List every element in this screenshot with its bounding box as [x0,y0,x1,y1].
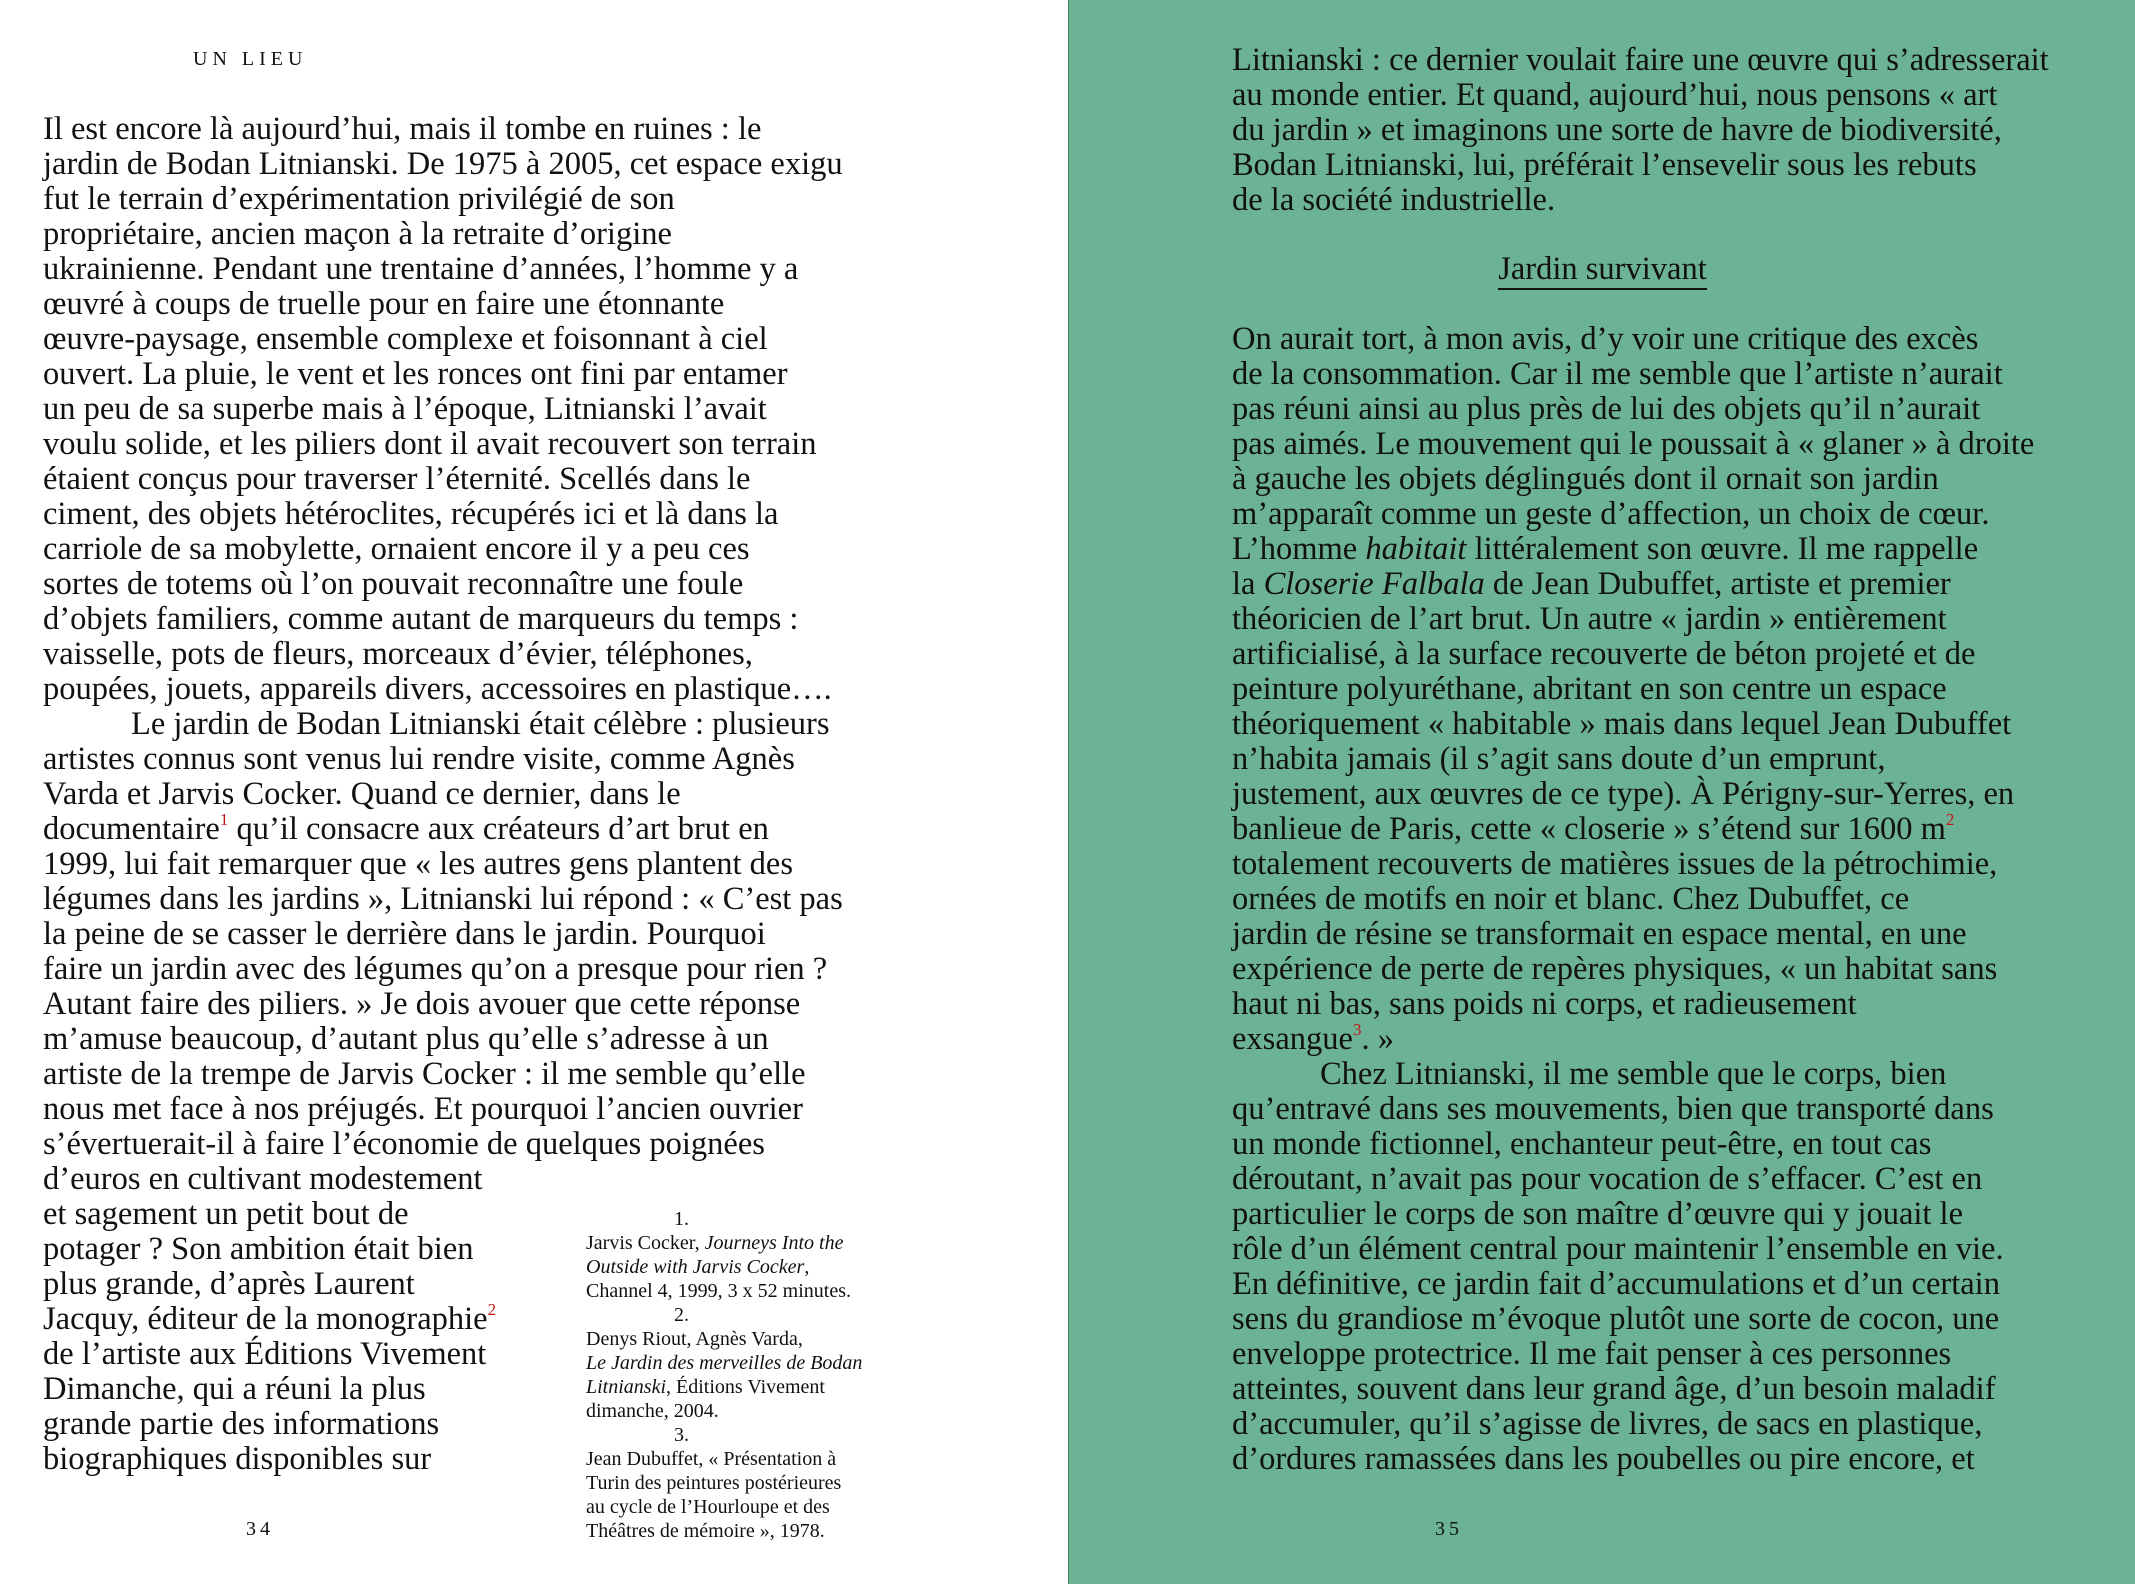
text-span: étaient conçus pour traverser l’éternité. Scellés dans le [43,461,751,497]
text-span: et sagement un petit bout de [43,1196,409,1232]
text-span: pas aimés. Le mouvement qui le poussait à « glaner » à droite [1232,426,2035,462]
text-line [1232,113,2049,148]
text-line [1232,1407,2034,1442]
text-line [43,602,843,637]
footnote-number [586,1303,862,1327]
text-line [586,1231,862,1255]
text-span: . » [1361,1021,1394,1057]
text-line [1232,1127,2034,1162]
footnote-marker[interactable]: 1 [219,810,229,829]
running-head: UN LIEU [193,48,308,70]
text-line [1232,392,2034,427]
text-span: Jacquy, éditeur de la monographie [43,1301,488,1337]
text-line [43,287,843,322]
text-span: , [804,1256,810,1278]
text-span: d’euros en cultivant modestement [43,1161,483,1197]
text-line [1232,1442,2034,1477]
section-heading [1069,252,2135,287]
text-span: , Éditions Vivement [666,1376,825,1398]
text-span: la [1232,566,1264,602]
text-line [586,1255,862,1279]
footnotes [586,1207,862,1543]
text-line [1232,43,2049,78]
text-line [586,1399,862,1423]
right-page [1068,0,2135,1584]
body-text [1232,322,2034,1477]
text-line [43,217,843,252]
text-span: de l’artiste aux Éditions Vivement [43,1336,487,1372]
text-line [1232,462,2034,497]
body-text-continued [1232,43,2049,218]
text-line [1232,847,2034,882]
text-span: 1999, lui fait remarquer que « les autres gens plantent des [43,846,793,882]
footnote-number [586,1423,862,1447]
text-line [1232,637,2034,672]
text-line [43,147,843,182]
text-span: carriole de sa mobylette, ornaient encore il y a peu ces [43,531,750,567]
text-span: jardin de Bodan Litnianski. De 1975 à 2005, cet espace exigu [43,146,843,182]
text-span: plus grande, d’après Laurent [43,1266,415,1302]
text-span: rôle d’un élément central pour maintenir l’ensemble en vie. [1232,1231,2004,1267]
text-span: On aurait tort, à mon avis, d’y voir une critique des excès [1232,321,1979,357]
text-line [1232,497,2034,532]
text-span: de la consommation. Car il me semble que l’artiste n’aurait [1232,356,2003,392]
text-span: biographiques disponibles sur [43,1441,432,1477]
text-span: Jarvis Cocker, [586,1232,705,1254]
italic-text: Closerie Falbala [1263,566,1485,602]
text-span: peinture polyuréthane, abritant en son centre un espace [1232,671,1947,707]
text-line [43,672,843,707]
footnote-number [586,1207,862,1231]
text-span: œuvre-paysage, ensemble complexe et foisonnant à ciel [43,321,768,357]
text-span: s’évertuerait-il à faire l’économie de quelques poignées [43,1126,765,1162]
text-line [1232,602,2034,637]
text-span: faire un jardin avec des légumes qu’on a presque pour rien ? [43,951,828,987]
text-line [43,252,843,287]
text-span: L’homme [1232,531,1366,567]
text-line [1232,1302,2034,1337]
text-line [586,1375,862,1399]
text-line [43,567,843,602]
text-line [1232,882,2034,917]
text-line [43,707,843,742]
text-line [586,1327,862,1351]
page-number: 35 [1435,1518,1463,1540]
text-span: totalement recouverts de matières issues de la pétrochimie, [1232,846,1998,882]
text-line [43,322,843,357]
text-span: Théâtres de mémoire », 1978. [586,1520,825,1542]
text-line [43,532,843,567]
footnote-marker[interactable]: 3 [1352,1020,1362,1039]
text-span: Turin des peintures postérieures [586,1472,842,1494]
text-span: ornées de motifs en noir et blanc. Chez Dubuffet, ce [1232,881,1910,917]
text-span: ciment, des objets hétéroclites, récupérés ici et là dans la [43,496,779,532]
text-span: banlieue de Paris, cette « closerie » s’étend sur 1600 m [1232,811,1946,847]
text-line [1232,183,2049,218]
text-span: En définitive, ce jardin fait d’accumulations et d’un certain [1232,1266,2000,1302]
text-span: dimanche, 2004. [586,1400,719,1422]
text-line [1232,427,2034,462]
text-span: sortes de totems où l’on pouvait reconnaître une foule [43,566,744,602]
text-line [1232,1197,2034,1232]
italic-text: Le Jardin des merveilles de Bodan [586,1352,863,1374]
text-line [43,742,843,777]
text-span: n’habita jamais (il s’agit sans doute d’un emprunt, [1232,741,1886,777]
text-line [43,1022,843,1057]
text-line [43,357,843,392]
page-number: 34 [246,1518,274,1540]
text-span: Chez Litnianski, il me semble que le corps, bien [1320,1056,1947,1092]
text-line [43,1057,843,1092]
text-span: m’amuse beaucoup, d’autant plus qu’elle s’adresse à un [43,1021,769,1057]
text-span: théoriquement « habitable » mais dans lequel Jean Dubuffet [1232,706,2012,742]
text-span: de Jean Dubuffet, artiste et premier [1484,566,1951,602]
text-line [43,777,843,812]
text-line [43,427,843,462]
text-span: Il est encore là aujourd’hui, mais il tombe en ruines : le [43,111,762,147]
text-span: m’apparaît comme un geste d’affection, un choix de cœur. [1232,496,1990,532]
text-span: d’objets familiers, comme autant de marqueurs du temps : [43,601,799,637]
text-span: Litnianski : ce dernier voulait faire une œuvre qui s’adresserait [1232,42,2049,78]
text-span: vaisselle, pots de fleurs, morceaux d’évier, téléphones, [43,636,753,672]
text-line [1232,952,2034,987]
text-span: ouvert. La pluie, le vent et les ronces ont fini par entamer [43,356,788,392]
text-span: Bodan Litnianski, lui, préférait l’ensevelir sous les rebuts [1232,147,1977,183]
text-line [1232,707,2034,742]
text-span: légumes dans les jardins », Litnianski lui répond : « C’est pas [43,881,843,917]
text-span: ukrainienne. Pendant une trentaine d’années, l’homme y a [43,251,799,287]
text-span: Autant faire des piliers. » Je dois avouer que cette réponse [43,986,801,1022]
text-line [1232,1162,2034,1197]
text-line [43,847,843,882]
text-line [43,392,843,427]
text-span: à gauche les objets déglingués dont il ornait son jardin [1232,461,1939,497]
italic-text: Outside with Jarvis Cocker [586,1256,805,1278]
text-span: d’accumuler, qu’il s’agisse de livres, de sacs en plastique, [1232,1406,1983,1442]
text-line [1232,1092,2034,1127]
text-line [586,1279,862,1303]
text-span: qu’entravé dans ses mouvements, bien que transporté dans [1232,1091,1994,1127]
text-line [1232,917,2034,952]
footnote-marker[interactable]: 2 [1945,810,1955,829]
text-line [1232,357,2034,392]
text-span: Jean Dubuffet, « Présentation à [586,1448,837,1470]
text-line [586,1351,862,1375]
text-span: théoricien de l’art brut. Un autre « jardin » entièrement [1232,601,1947,637]
text-line [43,1162,843,1197]
text-span: un peu de sa superbe mais à l’époque, Litnianski l’avait [43,391,767,427]
text-line [43,637,843,672]
italic-text: Litnianski [586,1376,667,1398]
text-span: pas réuni ainsi au plus près de lui des objets qu’il n’aurait [1232,391,1981,427]
text-line [586,1519,862,1543]
text-line [1232,78,2049,113]
text-line [43,112,843,147]
text-span: voulu solide, et les piliers dont il avait recouvert son terrain [43,426,817,462]
text-line [586,1471,862,1495]
text-line [43,497,843,532]
text-span: d’ordures ramassées dans les poubelles ou pire encore, et [1232,1441,1975,1477]
text-line [1232,742,2034,777]
text-span: particulier le corps de son maître d’œuvre qui y jouait le [1232,1196,1964,1232]
text-span: poupées, jouets, appareils divers, accessoires en plastique…. [43,671,832,707]
text-line [1232,1022,2034,1057]
text-span: potager ? Son ambition était bien [43,1231,474,1267]
text-line [1232,567,2034,602]
text-line [43,1127,843,1162]
text-span: littéralement son œuvre. Il me rappelle [1466,531,1979,567]
italic-text: Journeys Into the [704,1232,844,1254]
text-span: au monde entier. Et quand, aujourd’hui, nous pensons « art [1232,77,1998,113]
text-line [43,952,843,987]
text-span: justement, aux œuvres de ce type). À Périgny-sur-Yerres, en [1232,776,2015,812]
text-span: Channel 4, 1999, 3 x 52 minutes. [586,1280,851,1302]
text-span: Varda et Jarvis Cocker. Quand ce dernier, dans le [43,776,681,812]
text-line [43,917,843,952]
text-span: 3. [674,1424,689,1446]
text-span: qu’il consacre aux créateurs d’art brut en [228,811,769,847]
section-heading-text: Jardin survivant [1498,251,1707,290]
text-line [1232,148,2049,183]
text-line [1232,1057,2034,1092]
text-span: expérience de perte de repères physiques, « un habitat sans [1232,951,1998,987]
text-span: du jardin » et imaginons une sorte de havre de biodiversité, [1232,112,2002,148]
text-span: haut ni bas, sans poids ni corps, et radieusement [1232,986,1857,1022]
text-span: exsangue [1232,1021,1353,1057]
text-line [1232,1372,2034,1407]
text-span: la peine de se casser le derrière dans le jardin. Pourquoi [43,916,766,952]
text-span: documentaire [43,811,220,847]
text-span: artiste de la trempe de Jarvis Cocker : il me semble qu’elle [43,1056,806,1092]
text-line [43,1092,843,1127]
text-span: jardin de résine se transformait en espace mental, en une [1232,916,1967,952]
text-span: œuvré à coups de truelle pour en faire une étonnante [43,286,725,322]
text-line [43,812,843,847]
text-line [1232,1232,2034,1267]
text-span: artistes connus sont venus lui rendre visite, comme Agnès [43,741,795,777]
text-line [586,1447,862,1471]
text-span: un monde fictionnel, enchanteur peut-être, en tout cas [1232,1126,1932,1162]
text-span: nous met face à nos préjugés. Et pourquoi l’ancien ouvrier [43,1091,803,1127]
text-line [43,462,843,497]
text-span: enveloppe protectrice. Il me fait penser à ces personnes [1232,1336,1952,1372]
text-span: grande partie des informations [43,1406,440,1442]
text-line [1232,672,2034,707]
text-line [1232,1267,2034,1302]
text-span: déroutant, n’avait pas pour vocation de s’effacer. C’est en [1232,1161,1983,1197]
text-span: 2. [674,1304,689,1326]
text-span: au cycle de l’Hourloupe et des [586,1496,830,1518]
text-span: sens du grandiose m’évoque plutôt une sorte de cocon, une [1232,1301,2000,1337]
text-span: Dimanche, qui a réuni la plus [43,1371,426,1407]
text-span: fut le terrain d’expérimentation privilégié de son [43,181,675,217]
text-line [1232,322,2034,357]
text-span: atteintes, souvent dans leur grand âge, d’un besoin maladif [1232,1371,1996,1407]
text-span: de la société industrielle. [1232,182,1556,218]
italic-text: habitait [1365,531,1467,567]
footnote-marker[interactable]: 2 [487,1300,497,1319]
text-line [1232,987,2034,1022]
text-line [1232,812,2034,847]
text-line [43,882,843,917]
text-line [1232,532,2034,567]
text-span: 1. [674,1208,689,1230]
text-line [43,987,843,1022]
text-line [586,1495,862,1519]
text-line [43,182,843,217]
text-line [1232,777,2034,812]
text-span: artificialisé, à la surface recouverte de béton projeté et de [1232,636,1976,672]
text-span: Denys Riout, Agnès Varda, [586,1328,803,1350]
text-span: Le jardin de Bodan Litnianski était célèbre : plusieurs [131,706,830,742]
text-span: propriétaire, ancien maçon à la retraite d’origine [43,216,672,252]
text-line [1232,1337,2034,1372]
